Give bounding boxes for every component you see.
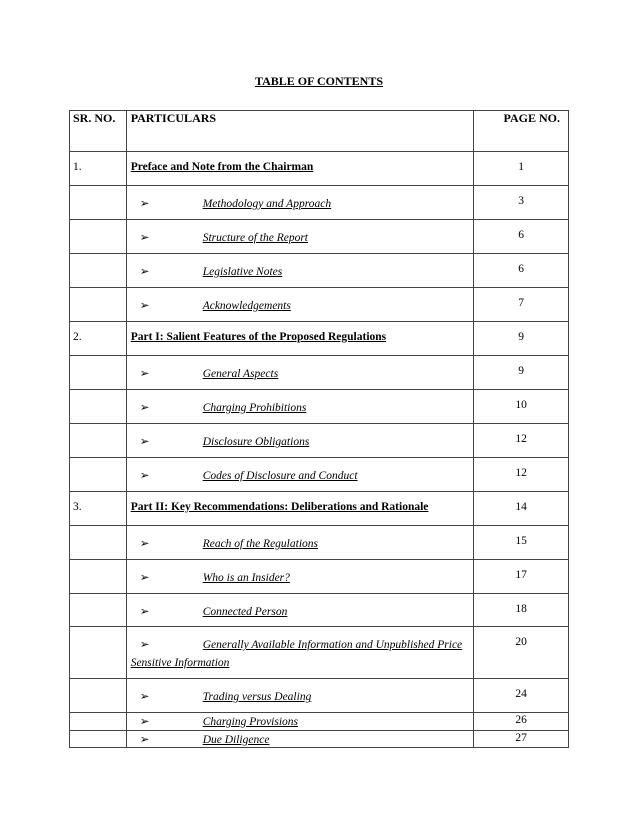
document-title: TABLE OF CONTENTS <box>254 74 384 88</box>
sr-cell <box>70 492 127 526</box>
table-row <box>70 560 569 594</box>
sr-cell <box>70 594 127 627</box>
table-row <box>70 288 569 322</box>
particulars-cell <box>126 390 474 424</box>
particulars-cell <box>126 424 474 458</box>
page-number: 20 <box>515 636 527 648</box>
sr-cell <box>70 526 127 560</box>
sr-cell <box>70 424 127 458</box>
page-cell <box>474 424 569 458</box>
particulars-cell <box>126 458 474 492</box>
arrow-bullet-icon: ➢ <box>139 691 150 703</box>
table-of-contents <box>69 110 569 748</box>
table-row <box>70 322 569 356</box>
page-number: 9 <box>518 331 525 343</box>
subsection-link[interactable]: Reach of the Regulations <box>202 538 318 550</box>
subsection-link[interactable]: Who is an Insider? <box>202 572 290 584</box>
particulars-cell <box>126 322 474 356</box>
page-number: 27 <box>515 732 527 744</box>
subsection-link[interactable]: Connected Person <box>202 606 288 618</box>
page-cell <box>474 152 569 186</box>
page-number: 15 <box>515 535 527 547</box>
subsection-link[interactable]: Charging Prohibitions <box>202 402 307 414</box>
table-row <box>70 390 569 424</box>
arrow-bullet-icon: ➢ <box>139 232 150 244</box>
arrow-bullet-icon: ➢ <box>139 300 150 312</box>
sr-cell <box>70 152 127 186</box>
arrow-bullet-icon: ➢ <box>139 606 150 618</box>
sr-cell <box>70 458 127 492</box>
table-row <box>70 731 569 748</box>
page-cell <box>474 220 569 254</box>
sr-cell <box>70 356 127 390</box>
subsection-link[interactable]: Methodology and Approach <box>202 198 332 210</box>
particulars-cell <box>126 492 474 526</box>
table-row <box>70 713 569 731</box>
table-header-row <box>70 111 569 152</box>
sr-cell <box>70 560 127 594</box>
table-row <box>70 220 569 254</box>
section-title: Part II: Key Recommendations: Deliberations and Rationale <box>130 501 429 513</box>
sr-number: 2. <box>73 331 82 343</box>
subsection-link[interactable]: Trading versus Dealing <box>202 691 312 703</box>
table-row <box>70 356 569 390</box>
arrow-bullet-icon: ➢ <box>139 716 150 728</box>
subsection-link[interactable]: General Aspects <box>202 368 279 380</box>
header-particulars: PARTICULARS <box>126 111 474 152</box>
page-cell <box>474 390 569 424</box>
page-cell <box>474 186 569 220</box>
subsection-link[interactable]: Codes of Disclosure and Conduct <box>202 470 358 482</box>
page-number: 24 <box>515 688 527 700</box>
subsection-link[interactable]: Disclosure Obligations <box>202 436 310 448</box>
arrow-bullet-icon: ➢ <box>139 402 150 414</box>
arrow-bullet-icon: ➢ <box>139 470 150 482</box>
subsection-link[interactable]: Structure of the Report <box>202 232 308 244</box>
arrow-bullet-icon: ➢ <box>139 572 150 584</box>
page-number: 17 <box>515 569 527 581</box>
page-number: 18 <box>515 603 527 615</box>
page-cell <box>474 254 569 288</box>
subsection-link[interactable]: Legislative Notes <box>202 266 283 278</box>
sr-number: 1. <box>73 161 82 173</box>
particulars-cell <box>126 220 474 254</box>
table-row <box>70 186 569 220</box>
sr-number: 3. <box>73 501 82 513</box>
table-row <box>70 526 569 560</box>
sr-cell <box>70 627 127 679</box>
page-number: 12 <box>515 433 527 445</box>
page-number: 14 <box>515 501 527 513</box>
header-page-no: PAGE NO. <box>474 111 569 152</box>
page-cell <box>474 731 569 748</box>
sr-cell <box>70 679 127 713</box>
arrow-bullet-icon: ➢ <box>139 734 150 746</box>
page-cell <box>474 526 569 560</box>
page-cell <box>474 492 569 526</box>
arrow-bullet-icon: ➢ <box>139 436 150 448</box>
page-number: 26 <box>515 714 527 726</box>
page-cell <box>474 679 569 713</box>
arrow-bullet-icon: ➢ <box>139 266 150 278</box>
table-row <box>70 254 569 288</box>
table-row <box>70 424 569 458</box>
particulars-cell <box>126 713 474 731</box>
sr-cell <box>70 254 127 288</box>
table-row <box>70 492 569 526</box>
page-number: 10 <box>515 399 527 411</box>
page-cell <box>474 713 569 731</box>
page-number: 1 <box>518 161 525 173</box>
arrow-bullet-icon: ➢ <box>139 538 150 550</box>
page-number: 7 <box>518 297 525 309</box>
sr-cell <box>70 713 127 731</box>
page-number: 9 <box>518 365 525 377</box>
subsection-link[interactable]: Acknowledgements <box>202 300 291 312</box>
sr-cell <box>70 322 127 356</box>
particulars-cell <box>126 288 474 322</box>
section-title: Preface and Note from the Chairman <box>130 161 314 173</box>
particulars-cell <box>126 731 474 748</box>
section-title: Part I: Salient Features of the Proposed Regulations <box>130 331 387 343</box>
sr-cell <box>70 390 127 424</box>
page-cell <box>474 356 569 390</box>
particulars-cell <box>126 254 474 288</box>
page-number: 3 <box>518 195 525 207</box>
subsection-link[interactable]: Generally Available Information and Unpublished Price Sensitive Information <box>130 639 463 669</box>
particulars-cell <box>126 152 474 186</box>
particulars-cell <box>126 594 474 627</box>
sr-cell <box>70 288 127 322</box>
page-number: 12 <box>515 467 527 479</box>
sr-cell <box>70 731 127 748</box>
header-sr-no: SR. NO. <box>70 111 127 152</box>
page-cell <box>474 627 569 679</box>
page-cell <box>474 594 569 627</box>
page-cell <box>474 288 569 322</box>
table-row <box>70 594 569 627</box>
table-row <box>70 627 569 679</box>
page-cell <box>474 458 569 492</box>
table-row <box>70 458 569 492</box>
arrow-bullet-icon: ➢ <box>139 368 150 380</box>
particulars-cell <box>126 627 474 679</box>
page-number: 6 <box>518 263 525 275</box>
subsection-link[interactable]: Due Diligence <box>202 734 270 746</box>
particulars-cell <box>126 679 474 713</box>
page-cell <box>474 322 569 356</box>
subsection-link[interactable]: Charging Provisions <box>202 716 299 728</box>
particulars-cell <box>126 356 474 390</box>
page-number: 6 <box>518 229 525 241</box>
sr-cell <box>70 220 127 254</box>
arrow-bullet-icon: ➢ <box>139 639 150 651</box>
particulars-cell <box>126 186 474 220</box>
sr-cell <box>70 186 127 220</box>
particulars-cell <box>126 526 474 560</box>
page-cell <box>474 560 569 594</box>
arrow-bullet-icon: ➢ <box>139 198 150 210</box>
particulars-cell <box>126 560 474 594</box>
table-row <box>70 152 569 186</box>
table-row <box>70 679 569 713</box>
